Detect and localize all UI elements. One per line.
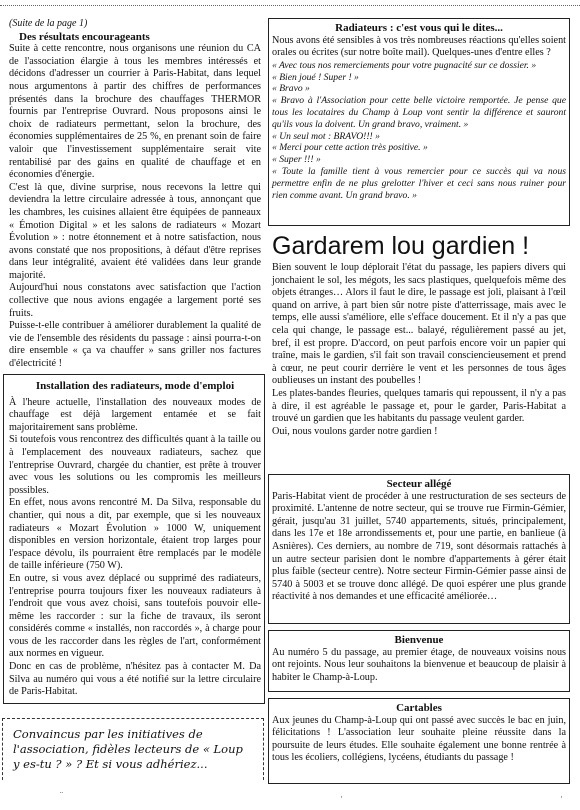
- reader-quote: « Bien joué ! Super ! »: [272, 71, 359, 83]
- paragraph: Aux jeunes du Champ-à-Loup qui ont passé avec succès le bac en juin, félicitations ! L'association leur souhaite pleine réussite dans la poursuite de leurs études. Elle souhaite également une bonne rentrée à tous les écoliers, collégiens, lycéens, étudiants du passage !: [272, 714, 566, 764]
- scan-speck: ¨: [60, 790, 63, 800]
- reader-quote: « Avec tous nos remerciements pour votre pugnacité sur ce dossier. »: [272, 59, 537, 71]
- paragraph: Paris-Habitat vient de procéder à une restructuration de ses secteurs de proximité. L'antenne de notre secteur, qui se trouve rue Firmin-Gémier, gérait, jusqu'au 31 juillet, 5740 appartements, situés, principalement, dans les 17e et 18e arrondissements et, pour une partie, en banlieue (à Asnières). Ces derniers, au nombre de 719, sont désormais rattachés à un autre secteur parisien dont le nombre d'appartements à gérer était plus faible (secteur centre). Notre secteur Firmin-Gémier passe ainsi de 5740 à 5003 et se trouve donc allégé. De quoi espérer une plus grande réactivité à nos demandes et une efficacité améliorée…: [272, 490, 566, 603]
- paragraph: À l'heure actuelle, l'installation des nouveaux modes de chauffage est déjà largement entamée et se fait majoritairement sans problème.: [9, 396, 261, 433]
- reader-quote: « Super !!! »: [272, 154, 321, 166]
- paragraph: C'est là que, divine surprise, nous recevons la lettre qui deviendra la lettre circulaire adressée à tous, annonçant que les chambres, les cuisines allaient être équipées de panneaux « Émotion Digital » et les salons de radiateurs « Mozart Évolution » : notre étonnement et à notre satisfaction, nous avons constaté que nos propositions, à défaut d'être reprises dans leur intégralité, avaient été validées dans leur grande majorité.: [9, 181, 261, 281]
- article-gardien: [272, 262, 566, 438]
- article-title: Secteur allégé: [386, 478, 452, 490]
- continuation-note: (Suite de la page 1): [9, 18, 88, 29]
- reader-quote: « Bravo à l'Association pour cette belle victoire remportée. Je pense que tous les locataires du Champ à Loup vont sentir la différence et sauront qu'ils vous la doivent. Un grand bravo, vraiment. »: [272, 95, 566, 130]
- reader-quote: « Un seul mot : BRAVO!!! »: [272, 130, 380, 142]
- top-dotted-rule: [0, 0, 580, 6]
- handwritten-membership-note: Convaincus par les initiatives de l'association, fidèles lecteurs de « Loup y es-tu ? » ? Et si vous adhériez...: [2, 718, 264, 780]
- paragraph: Suite à cette rencontre, nous organisons une réunion du CA de l'association élargie à tous les membres intéressés et décidons d'adresser un courrier à Paris-Habitat, dans lequel nous argumentons à partir des chiffres de performances présentés dans la brochure des chauffages THERMOR fournis par l'entreprise Ouvrard. Nous proposons ainsi le choix de radiateurs permettant, selon la brochure, des économies supplémentaires de 25 %, en prenant soin de faire valoir que l'investissement supplémentaire serait vite rentabilisé par des gains en qualité de chauffage et en économies d'énergie.: [9, 43, 261, 181]
- headline-gardien: Gardarem lou gardien !: [272, 232, 530, 260]
- paragraph: Nous avons été sensibles à vos très nombreuses réactions qu'elles soient orales ou écrites (sur notre boîte mail). Quelques-unes d'entre elles ?: [272, 34, 566, 59]
- reader-quote: « Merci pour cette action très positive. »: [272, 142, 428, 154]
- paragraph: Oui, nous voulons garder notre gardien !: [272, 425, 438, 437]
- reader-quote: « Bravo »: [272, 83, 310, 95]
- paragraph: Aujourd'hui nous constatons avec satisfaction que l'action collective que nous avions engagée a largement porté ses fruits.: [9, 282, 261, 319]
- paragraph: Donc en cas de problème, n'hésitez pas à contacter M. Da Silva au numéro qui vous a été notifié sur la lettre circulaire de Paris-Habitat.: [9, 661, 261, 698]
- article-title: Installation des radiateurs, mode d'emploi: [35, 380, 235, 392]
- article-title: Bienvenue: [394, 634, 444, 646]
- paragraph: Puisse-t-elle contribuer à améliorer durablement la qualité de vie de l'ensemble des résidents du passage : ainsi pourra-t-on dire ensemble « ça va chauffer » sans griller nos factures d'électricité !: [9, 320, 261, 370]
- paragraph: Les plates-bandes fleuries, quelques tamaris qui repoussent, il n'y a pas à dire, il est agréable le passage et, pour le garder, Paris-Habitat a trouvé un gardien que les habitants du passage veulent garder.: [272, 387, 566, 425]
- paragraph: Au numéro 5 du passage, au premier étage, de nouveaux voisins nous ont rejoints. Nous leur souhaitons la bienvenue et beaucoup de plaisir à habiter le Champ-à-Loup.: [272, 646, 566, 683]
- article-radiateurs: [272, 22, 566, 201]
- paragraph: En effet, nous avons rencontré M. Da Silva, responsable du chantier, qui nous a dit, par exemple, que si les nouveaux radiateurs « Mozart Évolution » 1000 W, uniquement disponibles en version horizontale, étaient trop larges pour l'espace dévolu, ils pourraient être remplacés par le modèle de taille inférieure (750 W).: [9, 497, 261, 572]
- article-bienvenue: [272, 634, 566, 684]
- scan-speck: ·: [340, 792, 343, 802]
- paragraph: En outre, si vous avez déplacé ou supprimé des radiateurs, l'entreprise pourra toujours fixer les nouveaux radiateurs à l'endroit que vous avez choisi, sans toutefois pouvoir elle-même les raccorder : sur la fiche de travaux, ils seront considérés comme « installés, non raccordés », à charge pour vous de les raccorder dans les règles de l'art, conformément aux normes en vigueur.: [9, 572, 261, 660]
- article-encouragements: [9, 18, 261, 371]
- paragraph: Bien souvent le loup déplorait l'état du passage, les papiers divers qui jonchaient le sol, les mégots, les sacs plastiques, quelquefois même des objets étranges… Alors il faut le dire, le passage est joli, plaisant à l'œil quand on arrive, à part bien sûr notre piste d'atterrissage, mais avec le temps, elle aussi s'améliore, elle s'efface doucement. Et il n'y a pas que cela qui change, le passage est... balayé, régulièrement passé au jet, bref, il est propre. D'accord, on peut parfois encore voir un papier qui traîne, mais le gardien, s'il fait son travail consciencieusement et prend à cœur, ne peut courir derrière le vent et les personnes de tous âges oublieuses un instant des poubelles !: [272, 262, 566, 387]
- scan-speck: ·: [560, 792, 563, 802]
- article-cartables: [272, 702, 566, 765]
- article-title: Des résultats encourageants: [19, 30, 150, 43]
- article-title: Cartables: [396, 702, 442, 714]
- article-title: Radiateurs : c'est vous qui le dites...: [335, 22, 503, 34]
- paragraph: Si toutefois vous rencontrez des difficultés quant à la taille ou à l'emplacement des nouveaux radiateurs, sachez que l'entreprise Ouvrard, chargée du chantier, est prête à trouver avec vous les solutions ou les compromis les meilleurs possibles.: [9, 434, 261, 496]
- reader-quote: « Toute la famille tient à vous remercier pour ce succès qui va nous permettre enfin de ne plus grelotter l'hiver et ceci sans nous ruiner pour rien comme avant. Un grand bravo. »: [272, 165, 566, 201]
- article-secteur: [272, 478, 566, 604]
- article-installation: [9, 380, 261, 699]
